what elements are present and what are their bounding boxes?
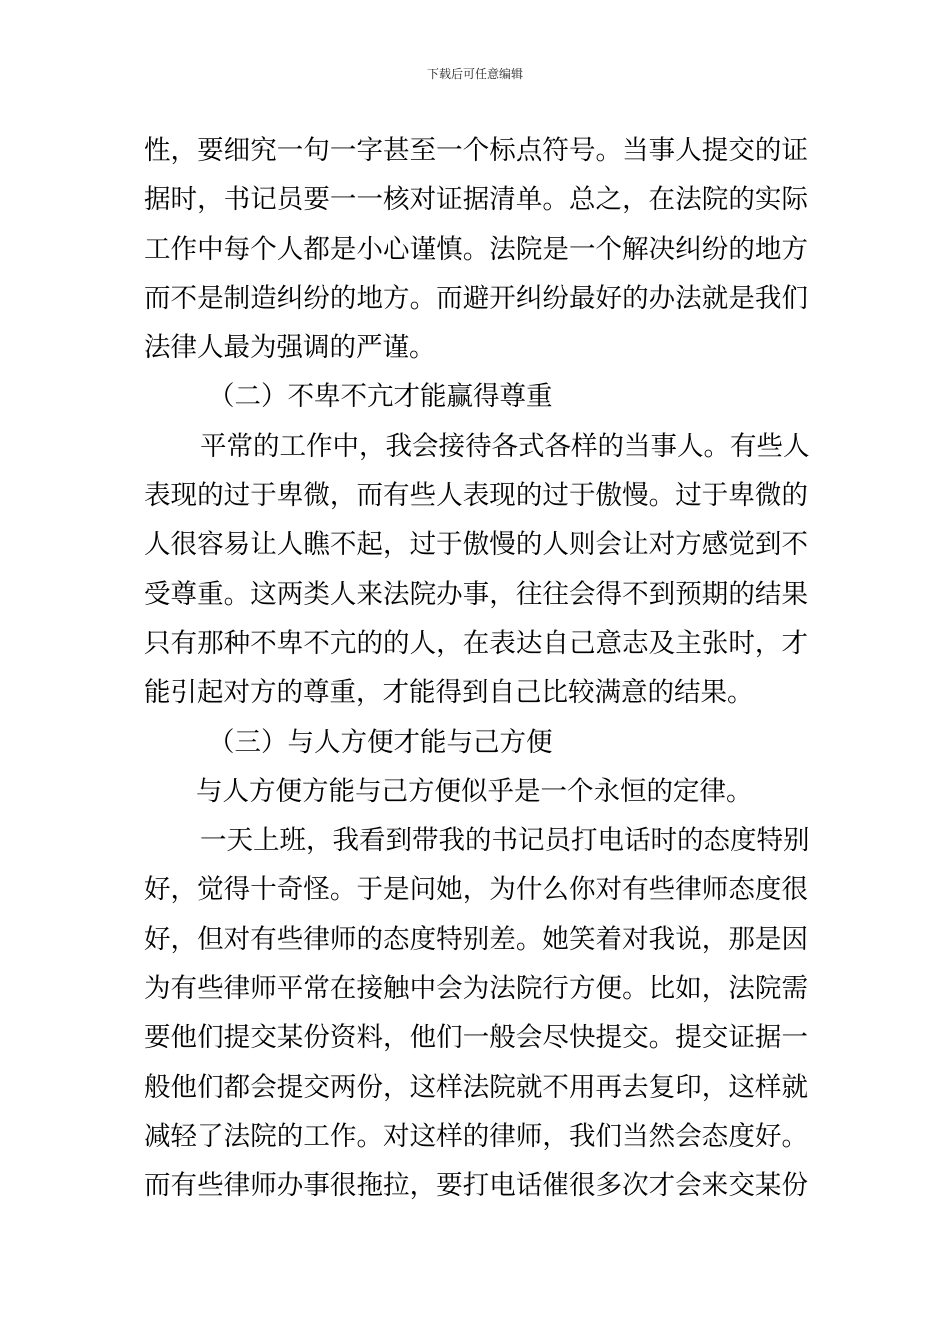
text-line: 只有那种不卑不亢的的人，在表达自己意志及主张时，才 [144, 627, 808, 659]
text-line: 人很容易让人瞧不起，过于傲慢的人则会让对方感觉到不 [144, 529, 808, 561]
page-header: 下载后可任意编辑 [426, 67, 523, 81]
text-line: 与人方便方能与己方便似乎是一个永恒的定律。 [196, 775, 753, 807]
text-line: 受尊重。这两类人来法院办事，往往会得不到预期的结果 [144, 578, 808, 610]
text-line: 表现的过于卑微，而有些人表现的过于傲慢。过于卑微的 [144, 480, 808, 512]
section-heading: （三）与人方便才能与己方便 [208, 726, 553, 758]
text-line: 据时，书记员要一一核对证据清单。总之，在法院的实际 [144, 184, 808, 216]
text-line: 工作中每个人都是小心谨慎。法院是一个解决纠纷的地方 [144, 233, 808, 265]
text-line: 要他们提交某份资料，他们一般会尽快提交。提交证据一 [144, 1022, 808, 1054]
text-line: 法律人最为强调的严谨。 [144, 332, 436, 364]
text-line: 能引起对方的尊重，才能得到自己比较满意的结果。 [144, 677, 754, 709]
text-line: 好，但对有些律师的态度特别差。她笑着对我说，那是因 [144, 923, 808, 955]
text-line: 为有些律师平常在接触中会为法院行方便。比如，法院需 [144, 973, 808, 1005]
text-line: 一天上班，我看到带我的书记员打电话时的态度特别 [200, 825, 810, 857]
text-line: 般他们都会提交两份，这样法院就不用再去复印，这样就 [144, 1071, 808, 1103]
document-body [144, 126, 808, 1211]
text-line: 性，要细究一句一字甚至一个标点符号。当事人提交的证 [144, 135, 808, 166]
text-line: 减轻了法院的工作。对这样的律师，我们当然会态度好。 [144, 1120, 808, 1152]
text-line: 好，觉得十奇怪。于是问她，为什么你对有些律师态度很 [144, 874, 808, 906]
section-heading: （二）不卑不亢才能赢得尊重 [208, 381, 553, 413]
text-line: 平常的工作中，我会接待各式各样的当事人。有些人 [200, 430, 810, 462]
text-line: 而不是制造纠纷的地方。而避开纠纷最好的办法就是我们 [144, 282, 808, 314]
text-line: 而有些律师办事很拖拉，要打电话催很多次才会来交某份 [144, 1170, 808, 1202]
